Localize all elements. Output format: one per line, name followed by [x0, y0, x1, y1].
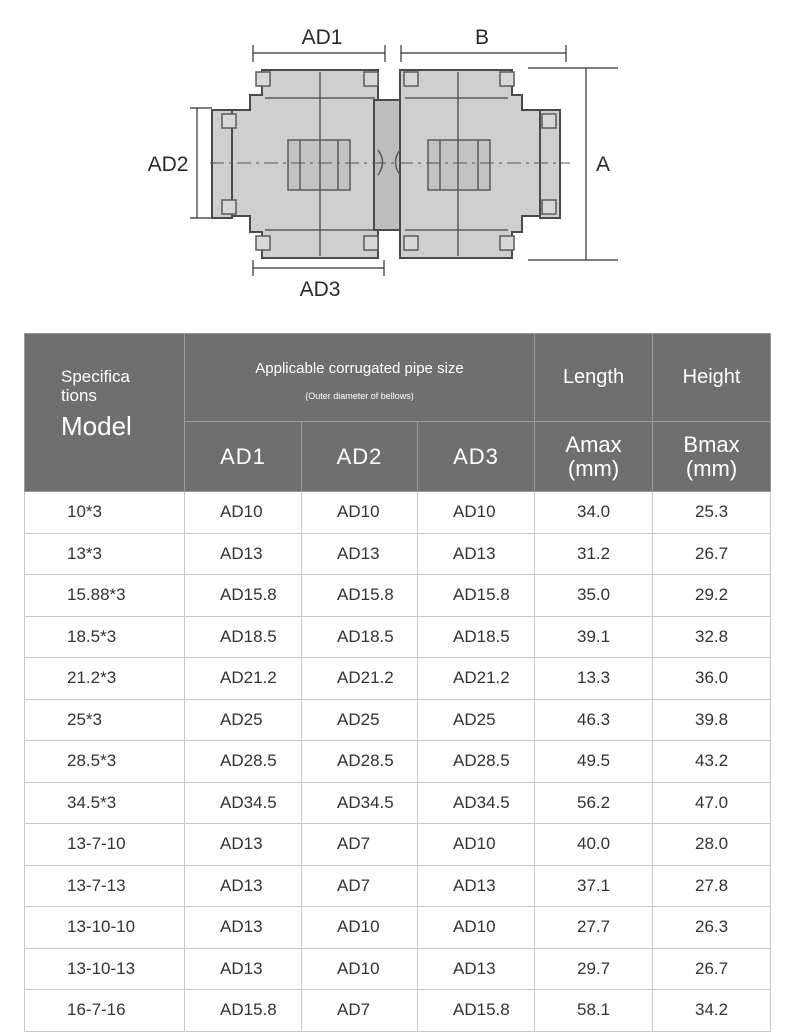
- cell-ad3: AD13: [418, 533, 535, 575]
- spec-table: [24, 333, 771, 1032]
- header-amax-unit: (mm): [567, 455, 620, 481]
- cell-model: 13*3: [25, 533, 185, 575]
- table-row: [25, 824, 771, 866]
- cell-amax: 49.5: [535, 741, 653, 783]
- cell-amax: 58.1: [535, 990, 653, 1032]
- cell-bmax: 26.7: [653, 948, 771, 990]
- header-row-top: [25, 334, 771, 422]
- cell-bmax: 39.8: [653, 699, 771, 741]
- cell-ad1: AD13: [185, 533, 302, 575]
- cell-amax: 37.1: [535, 865, 653, 907]
- cell-ad2: AD7: [302, 990, 418, 1032]
- cell-bmax: 36.0: [653, 658, 771, 700]
- header-spec-label: Specifica tions: [61, 367, 130, 405]
- cell-ad1: AD18.5: [185, 616, 302, 658]
- table-row: [25, 990, 771, 1032]
- cell-amax: 13.3: [535, 658, 653, 700]
- cell-ad3: AD21.2: [418, 658, 535, 700]
- cell-ad3: AD10: [418, 492, 535, 534]
- table-row: [25, 616, 771, 658]
- table-row: [25, 658, 771, 700]
- table-row: [25, 492, 771, 534]
- cell-bmax: 26.3: [653, 907, 771, 949]
- header-ad3: AD3: [418, 422, 535, 492]
- table-row: [25, 948, 771, 990]
- cell-ad1: AD10: [185, 492, 302, 534]
- cell-ad1: AD13: [185, 824, 302, 866]
- cell-bmax: 27.8: [653, 865, 771, 907]
- cell-ad2: AD34.5: [302, 782, 418, 824]
- label-ad3: AD3: [299, 278, 341, 301]
- cell-model: 13-7-10: [25, 824, 185, 866]
- cell-model: 13-10-13: [25, 948, 185, 990]
- cell-bmax: 29.2: [653, 575, 771, 617]
- header-bmax-label: Bmax: [683, 431, 740, 457]
- cell-ad2: AD15.8: [302, 575, 418, 617]
- cell-ad1: AD34.5: [185, 782, 302, 824]
- cell-amax: 46.3: [535, 699, 653, 741]
- header-ad2: AD2: [302, 422, 418, 492]
- cell-ad2: AD28.5: [302, 741, 418, 783]
- cell-bmax: 32.8: [653, 616, 771, 658]
- cell-ad3: AD13: [418, 948, 535, 990]
- cell-model: 13-10-10: [25, 907, 185, 949]
- header-model: [25, 334, 185, 492]
- cell-model: 21.2*3: [25, 658, 185, 700]
- header-length: Length: [535, 334, 653, 422]
- cell-amax: 34.0: [535, 492, 653, 534]
- cell-ad2: AD7: [302, 824, 418, 866]
- label-b: B: [474, 26, 490, 49]
- cell-model: 10*3: [25, 492, 185, 534]
- cell-ad3: AD13: [418, 865, 535, 907]
- table-row: [25, 865, 771, 907]
- cell-model: 25*3: [25, 699, 185, 741]
- cell-ad1: AD13: [185, 907, 302, 949]
- header-bmax: [653, 422, 771, 492]
- cell-amax: 35.0: [535, 575, 653, 617]
- cell-ad2: AD10: [302, 907, 418, 949]
- cell-ad1: AD13: [185, 948, 302, 990]
- cell-bmax: 26.7: [653, 533, 771, 575]
- header-pipe-size: [185, 334, 535, 422]
- label-ad2: AD2: [147, 153, 189, 176]
- fitting-dimension-diagram: [0, 0, 790, 320]
- cell-amax: 29.7: [535, 948, 653, 990]
- cell-bmax: 47.0: [653, 782, 771, 824]
- cell-ad1: AD21.2: [185, 658, 302, 700]
- cell-ad2: AD10: [302, 492, 418, 534]
- table-body: [25, 492, 771, 1032]
- cell-ad3: AD25: [418, 699, 535, 741]
- header-amax: [535, 422, 653, 492]
- cell-amax: 27.7: [535, 907, 653, 949]
- cell-ad1: AD28.5: [185, 741, 302, 783]
- table-row: [25, 533, 771, 575]
- cell-amax: 56.2: [535, 782, 653, 824]
- header-height: Height: [653, 334, 771, 422]
- cell-model: 16-7-16: [25, 990, 185, 1032]
- cell-amax: 40.0: [535, 824, 653, 866]
- cell-ad1: AD15.8: [185, 990, 302, 1032]
- cell-ad3: AD34.5: [418, 782, 535, 824]
- table-row: [25, 907, 771, 949]
- cell-model: 34.5*3: [25, 782, 185, 824]
- cell-amax: 31.2: [535, 533, 653, 575]
- header-pipe-title: Applicable corrugated pipe size: [255, 360, 464, 377]
- table-header: [25, 334, 771, 492]
- label-ad1: AD1: [301, 26, 343, 49]
- cell-ad3: AD10: [418, 824, 535, 866]
- cell-ad2: AD21.2: [302, 658, 418, 700]
- table-row: [25, 741, 771, 783]
- cell-ad1: AD25: [185, 699, 302, 741]
- cell-model: 28.5*3: [25, 741, 185, 783]
- cell-ad2: AD18.5: [302, 616, 418, 658]
- cell-bmax: 43.2: [653, 741, 771, 783]
- cell-ad3: AD15.8: [418, 990, 535, 1032]
- cell-ad2: AD7: [302, 865, 418, 907]
- header-model-label: Model: [61, 411, 132, 441]
- table-row: [25, 782, 771, 824]
- cell-ad3: AD28.5: [418, 741, 535, 783]
- cell-ad2: AD25: [302, 699, 418, 741]
- cell-ad3: AD15.8: [418, 575, 535, 617]
- cell-ad2: AD10: [302, 948, 418, 990]
- cell-bmax: 25.3: [653, 492, 771, 534]
- cell-model: 18.5*3: [25, 616, 185, 658]
- header-ad1: AD1: [185, 422, 302, 492]
- cell-ad1: AD13: [185, 865, 302, 907]
- cell-model: 15.88*3: [25, 575, 185, 617]
- cell-bmax: 34.2: [653, 990, 771, 1032]
- table-row: [25, 699, 771, 741]
- cell-bmax: 28.0: [653, 824, 771, 866]
- header-amax-label: Amax: [565, 431, 622, 457]
- cell-ad3: AD18.5: [418, 616, 535, 658]
- label-a: A: [596, 153, 611, 176]
- cell-ad3: AD10: [418, 907, 535, 949]
- cell-amax: 39.1: [535, 616, 653, 658]
- header-bmax-unit: (mm): [685, 455, 738, 481]
- table-row: [25, 575, 771, 617]
- cell-model: 13-7-13: [25, 865, 185, 907]
- cell-ad2: AD13: [302, 533, 418, 575]
- cell-ad1: AD15.8: [185, 575, 302, 617]
- header-pipe-subtitle: (Outer diameter of bellows): [305, 391, 414, 401]
